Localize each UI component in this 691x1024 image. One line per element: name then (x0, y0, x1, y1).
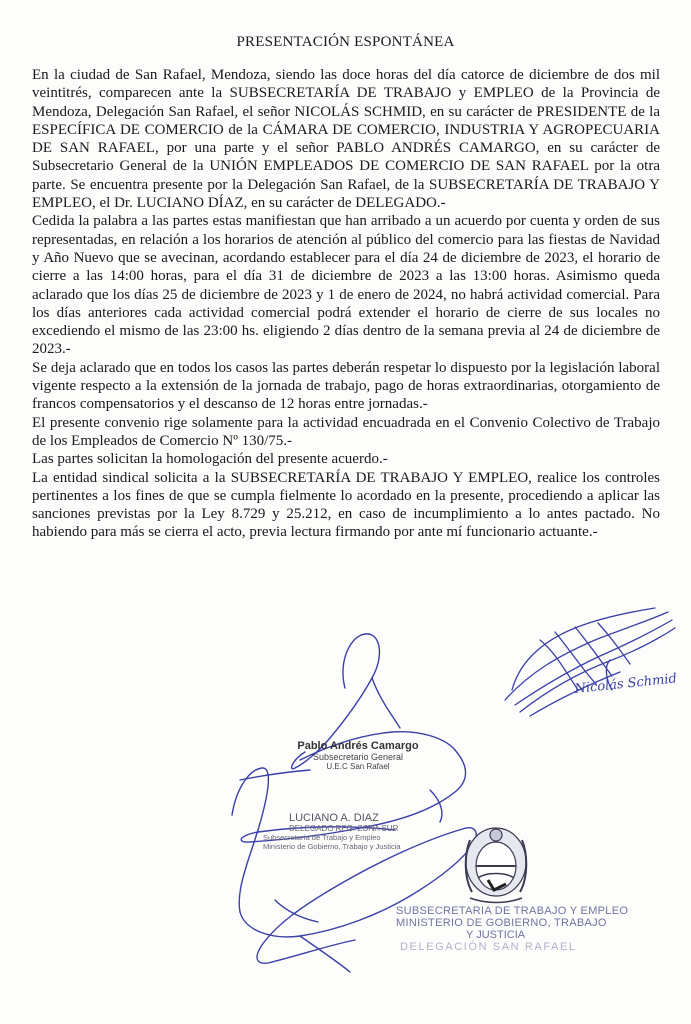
stamp-ministerio-line4: DELEGACIÓN SAN RAFAEL (400, 941, 577, 953)
paragraph-homologacion: Las partes solicitan la homologación del presente acuerdo.- (32, 451, 388, 468)
stamp-diaz-role: DELEGADO REG. ZONA SUR (289, 824, 399, 833)
stamp-camargo-name: Pablo Andrés Camargo (297, 740, 419, 752)
stamp-ministerio-line3: Y JUSTICIA (466, 929, 526, 941)
stamp-ministerio (396, 905, 656, 953)
schmid-signature (505, 608, 675, 716)
paragraph-legislacion-laboral: Se deja aclarado que en todos los casos las partes deberán respetar lo dispuesto por la legislación laboral vigente respecto a la extensión de la jornada de trabajo, pago de horas extraordinarias, otorgamiento de francos compensatorios y el descanso de 12 horas entre jornadas.- (32, 359, 660, 413)
stamp-diaz-name: LUCIANO A. DIAZ (289, 812, 379, 824)
stamp-diaz-subsecretaria: Subsecretaría de Trabajo y Empleo (263, 833, 381, 842)
stamp-camargo-org: U.E.C San Rafael (326, 762, 390, 771)
stamp-camargo (283, 740, 433, 771)
stamp-diaz (263, 812, 433, 851)
schmid-name-handwritten: Nicolás Schmid (573, 671, 678, 697)
stamp-ministerio-line1: SUBSECRETARIA DE TRABAJO Y EMPLEO (396, 905, 629, 917)
stamp-ministerio-line2: MINISTERIO DE GOBIERNO, TRABAJO (396, 917, 607, 929)
camargo-signature (240, 634, 466, 842)
paragraph-controles-cierre: La entidad sindical solicita a la SUBSECRETARÍA DE TRABAJO Y EMPLEO, realice los controles pertinentes a los fines de que se cumpla fielmente lo acordado en la presente, procediendo a aplicar las sanciones previstas por la Ley 8.729 y 25.212, en caso de incumplimiento a lo antes pactado. No habiendo para más se cierra el acto, previa lectura firmando por ante mí funcionario actuante.- (32, 469, 660, 541)
stamp-diaz-ministerio: Ministerio de Gobierno, Trabajo y Justicia (263, 842, 401, 851)
paragraph-acuerdo-horarios: Cedida la palabra a las partes estas manifiestan que han arribado a un acuerdo por cuenta y orden de sus representadas, en relación a los horarios de atención al público del comercio para las fiestas de Navidad y Año Nuevo que se avecinan, acordando establecer para el día 24 de diciembre de 2023, el horario de cierre a las 14:00 horas, para el día 31 de diciembre de 2023 a las 13:00 horas. Asimismo queda aclarado que los días 25 de diciembre de 2023 y 1 de enero de 2024, no habrá actividad comercial. Para los días anteriores cada actividad comercial podrá extender el horario de cierre de sus locales no excediendo el mismo de las 23:00 hs. eligiendo 2 días dentro de la semana previa al 24 de diciembre de 2023.- (32, 213, 660, 358)
paragraph-comparecencia: En la ciudad de San Rafael, Mendoza, siendo las doce horas del día catorce de diciembre de dos mil veintitrés, comparecen ante la SUBSECRETARÍA DE TRABAJO y EMPLEO de la Provincia de Mendoza, Delegación San Rafael, el señor NICOLÁS SCHMID, en su carácter de PRESIDENTE de la ESPECÍFICA DE COMERCIO de la CÁMARA DE COMERCIO, INDUSTRIA Y AGROPECUARIA DE SAN RAFAEL, por una parte y el señor PABLO ANDRÉS CAMARGO, en su carácter de Subsecretario General de la UNIÓN EMPLEADOS DE COMERCIO DE SAN RAFAEL por la otra parte. Se encuentra presente por la Delegación San Rafael, de la SUBSECRETARÍA DE TRABAJO Y EMPLEO, el Dr. LUCIANO DÍAZ, en su carácter de DELEGADO.- (32, 67, 660, 212)
paragraph-convenio-colectivo: El presente convenio rige solamente para la actividad encuadrada en el Convenio Colectivo de Trabajo de los Empleados de Comercio Nº 130/75.- (32, 414, 660, 449)
stamp-camargo-role: Subsecretario General (312, 752, 404, 762)
coat-of-arms-seal (466, 828, 527, 903)
document-title: PRESENTACIÓN ESPONTÁNEA (236, 34, 455, 50)
